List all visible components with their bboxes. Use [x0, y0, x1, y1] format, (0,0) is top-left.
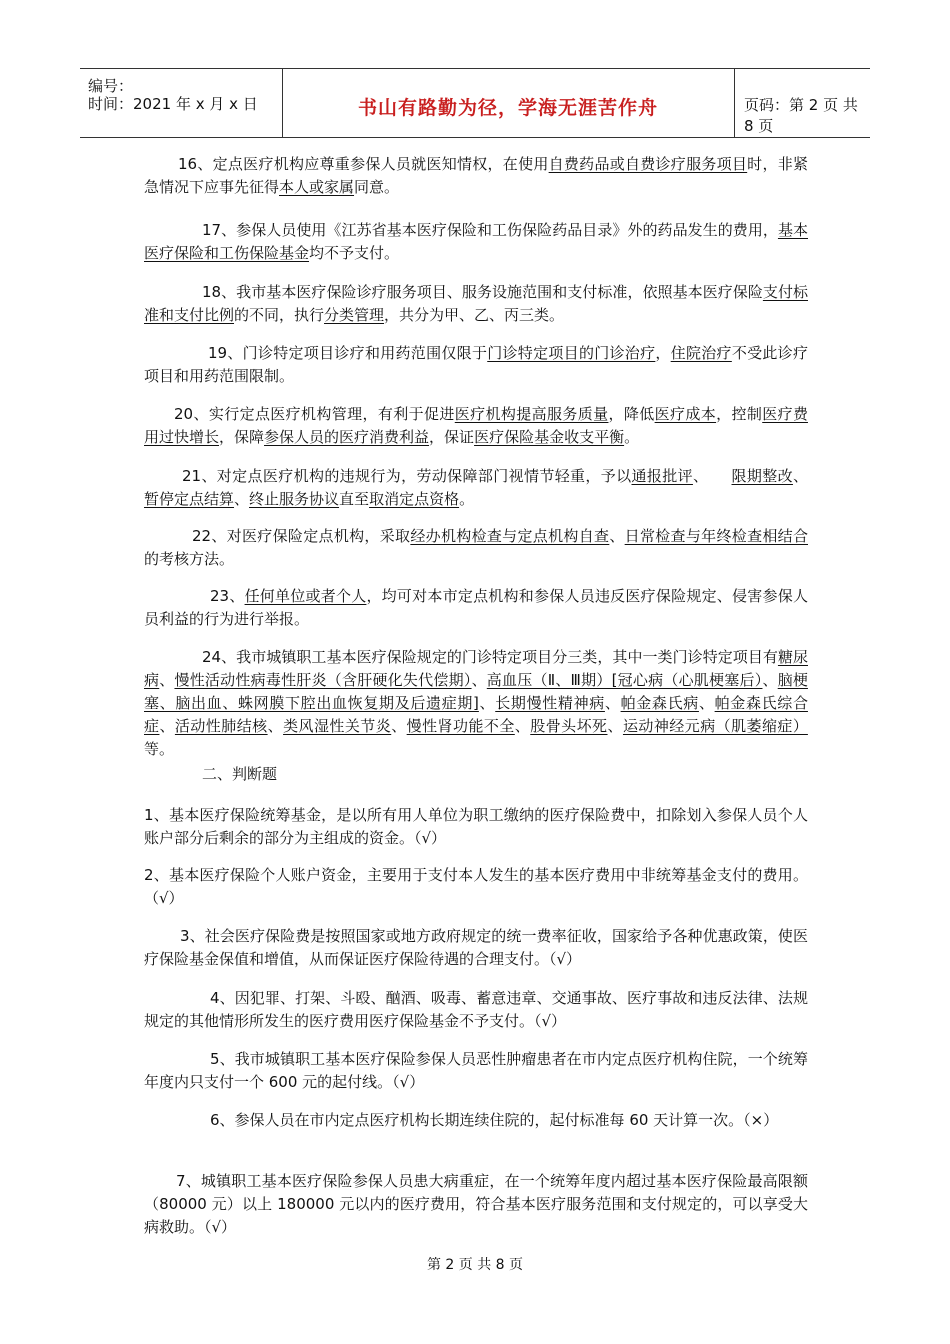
paragraph-text: 3、社会医疗保险费是按照国家或地方政府规定的统一费率征收，国家给予各种优惠政策，使医疗保险基金保值和增值，从而保证医疗保险待遇的合理支付。（√） — [144, 927, 808, 968]
paragraph — [144, 987, 808, 1033]
paragraph-text: 7、城镇职工基本医疗保险参保人员患大病重症，在一个统筹年度内超过基本医疗保险最高限额（80000 元）以上 180000 元以内的医疗费用，符合基本医疗服务范围和支付规定的，可以享受大病救助。（√） — [144, 1172, 808, 1236]
paragraph-text: 、 — [514, 717, 531, 735]
underlined-answer: 慢性肾功能不全 — [406, 717, 515, 735]
paragraph — [144, 342, 808, 388]
paragraph-text: ，保障 — [219, 428, 265, 446]
paragraph-text: 同意。 — [354, 178, 400, 196]
underlined-answer: 帕金森氏病 — [620, 694, 699, 712]
underlined-answer: 任何单位或者个人 — [244, 587, 367, 605]
underlined-answer: 高血压（Ⅱ、Ⅲ期）[冠心病（心肌梗塞后） — [486, 671, 763, 689]
underlined-answer: 医疗成本 — [654, 405, 717, 423]
paragraph-text: 的考核方法。 — [144, 550, 235, 568]
paragraph — [144, 403, 808, 449]
underlined-answer: 支付标准和支付比例 — [144, 283, 808, 324]
paragraph-text: 、 — [792, 467, 808, 485]
header-meta — [80, 69, 283, 137]
underlined-answer: 基本医疗保险和工伤保险基金 — [144, 221, 808, 262]
underlined-answer: 经办机构检查与定点机构自查 — [410, 527, 610, 545]
paragraph-text: 21、对定点医疗机构的违规行为，劳动保障部门视情节轻重，予以 — [182, 467, 632, 485]
header-number: 编号： — [88, 77, 134, 95]
underlined-answer: 糖尿病 — [144, 648, 808, 689]
paragraph-text: 、 — [159, 717, 175, 735]
paragraph — [144, 804, 808, 850]
paragraph-text: 二、判断题 — [202, 765, 278, 783]
paragraph — [144, 219, 808, 265]
underlined-answer: 通报批评 — [631, 467, 693, 485]
paragraph-text: 16、定点医疗机构应尊重参保人员就医知情权，在使用 — [178, 155, 549, 173]
paragraph-text: 4、因犯罪、打架、斗殴、酗酒、吸毒、蓄意违章、交通事故、医疗事故和违反法律、法规规定的其他情形所发生的医疗费用医疗保险基金不予支付。（√） — [144, 989, 808, 1030]
underlined-answer: 日常检查与年终检查相结合 — [624, 527, 808, 545]
header-date: 时间：2021 年 x 月 x 日 — [88, 95, 258, 113]
underlined-answer: 运动神经元病（肌萎缩症） — [622, 717, 808, 735]
header-page-cell — [734, 69, 870, 137]
paragraph — [144, 646, 808, 761]
paragraph-text: 17、参保人员使用《江苏省基本医疗保险和工伤保险药品目录》外的药品发生的费用， — [202, 221, 778, 239]
paragraph — [144, 1170, 808, 1239]
underlined-answer: 慢性活动性病毒性肝炎（含肝硬化失代偿期） — [174, 671, 472, 689]
paragraph-text: 、 — [609, 527, 625, 545]
page-footer: 第 2 页 共 8 页 — [426, 1257, 524, 1273]
paragraph-text: 、 — [692, 467, 732, 485]
paragraph-text: 23、 — [210, 587, 245, 605]
paragraph — [144, 763, 808, 786]
paragraph-text: ，共分为甲、乙、丙三类。 — [384, 306, 565, 324]
paragraph-text: 、 — [234, 490, 250, 508]
paragraph-text: ，控制 — [716, 405, 763, 423]
paragraph-text: 直至 — [339, 490, 370, 508]
underlined-answer: 参保人员的医疗消费利益 — [264, 428, 430, 446]
paragraph-text: 24、我市城镇职工基本医疗保险规定的门诊特定项目分三类，其中一类门诊特定项目有 — [202, 648, 778, 666]
paragraph-text: 。 — [624, 428, 640, 446]
header-motto-cell — [282, 69, 735, 137]
paragraph-text: 等。 — [144, 740, 175, 758]
paragraph-text: 22、对医疗保险定点机构，采取 — [192, 527, 411, 545]
paragraph — [144, 465, 808, 511]
underlined-answer: 脑梗塞、脑出血、蛛网膜下腔出血恢复期及后遗症期] — [144, 671, 808, 712]
underlined-answer: 类风湿性关节炎 — [283, 717, 392, 735]
paragraph — [144, 925, 808, 971]
paragraph — [144, 153, 808, 199]
underlined-answer: 暂停定点结算 — [144, 490, 235, 508]
underlined-answer: 活动性肺结核 — [174, 717, 268, 735]
underlined-answer: 帕金森氏综合症 — [144, 694, 808, 735]
underlined-answer: 医疗保险基金收支平衡 — [474, 428, 625, 446]
underlined-answer: 终止服务协议 — [249, 490, 340, 508]
header-motto: 书山有路勤为径，学海无涯苦作舟 — [357, 97, 658, 119]
underlined-answer: 取消定点资格 — [369, 490, 460, 508]
paragraph-text: 、 — [604, 694, 621, 712]
paragraph-text: 、 — [762, 671, 778, 689]
underlined-answer: 自费药品或自费诊疗服务项目 — [548, 155, 748, 173]
paragraph — [144, 1048, 808, 1094]
paragraph — [144, 281, 808, 327]
paragraph-text: 时，非紧急情况下应事先征得 — [144, 155, 808, 196]
paragraph-text: 5、我市城镇职工基本医疗保险参保人员恶性肿瘤患者在市内定点医疗机构住院，一个统筹年度内只支付一个 600 元的起付线。（√） — [144, 1050, 808, 1091]
paragraph-text: ，均可对本市定点机构和参保人员违反医疗保险规定、侵害参保人员利益的行为进行举报。 — [144, 587, 808, 628]
paragraph-text: 6、参保人员在市内定点医疗机构长期连续住院的，起付标准每 60 天计算一次。（×） — [210, 1111, 779, 1129]
underlined-answer: 住院治疗 — [670, 344, 732, 362]
paragraph-text: ，降低 — [608, 405, 655, 423]
paragraph-text: 、 — [267, 717, 284, 735]
paragraph-text: 2、基本医疗保险个人账户资金，主要用于支付本人发生的基本医疗费用中非统筹基金支付的费用。（√） — [144, 866, 808, 907]
paragraph — [144, 864, 808, 910]
underlined-answer: 门诊特定项目的门诊治疗 — [487, 344, 656, 362]
underlined-answer: 医疗费用过快增长 — [144, 405, 808, 446]
paragraph-text: 不受此诊疗项目和用药范围限制。 — [144, 344, 808, 385]
header-page-number: 页码：第 2 页 共 8 页 — [744, 96, 858, 135]
paragraph-text: 1、基本医疗保险统筹基金，是以所有用人单位为职工缴纳的医疗保险费中，扣除划入参保人员个人账户部分后剩余的部分为主组成的资金。（√） — [144, 806, 808, 847]
underlined-answer: 长期慢性精神病 — [495, 694, 605, 712]
paragraph-text: 。 — [459, 490, 475, 508]
paragraph-text: 、 — [471, 671, 487, 689]
underlined-answer: 股骨头坏死 — [530, 717, 608, 735]
paragraph-text: 、 — [478, 694, 496, 712]
paragraph — [144, 525, 808, 571]
paragraph-text: 18、我市基本医疗保险诊疗服务项目、服务设施范围和支付标准，依照基本医疗保险 — [202, 283, 763, 301]
underlined-answer: 医疗机构提高服务质量 — [454, 405, 609, 423]
paragraph — [144, 585, 808, 631]
paragraph-text: 、 — [159, 671, 175, 689]
paragraph-text: 、 — [698, 694, 715, 712]
paragraph-text: 19、门诊特定项目诊疗和用药范围仅限于 — [208, 344, 488, 362]
paragraph-text: ，保证 — [429, 428, 475, 446]
underlined-answer: 限期整改 — [731, 467, 793, 485]
underlined-answer: 分类管理 — [324, 306, 385, 324]
paragraph-text: 20、实行定点医疗机构管理，有利于促进 — [174, 405, 455, 423]
paragraph-text: 、 — [607, 717, 623, 735]
paragraph-text: 的不同，执行 — [234, 306, 325, 324]
underlined-answer: 本人或家属 — [279, 178, 355, 196]
page-header — [80, 68, 870, 138]
paragraph-text: 均不予支付。 — [309, 244, 400, 262]
paragraph-text: 、 — [391, 717, 407, 735]
paragraph-text: ， — [655, 344, 671, 362]
paragraph — [144, 1109, 808, 1132]
